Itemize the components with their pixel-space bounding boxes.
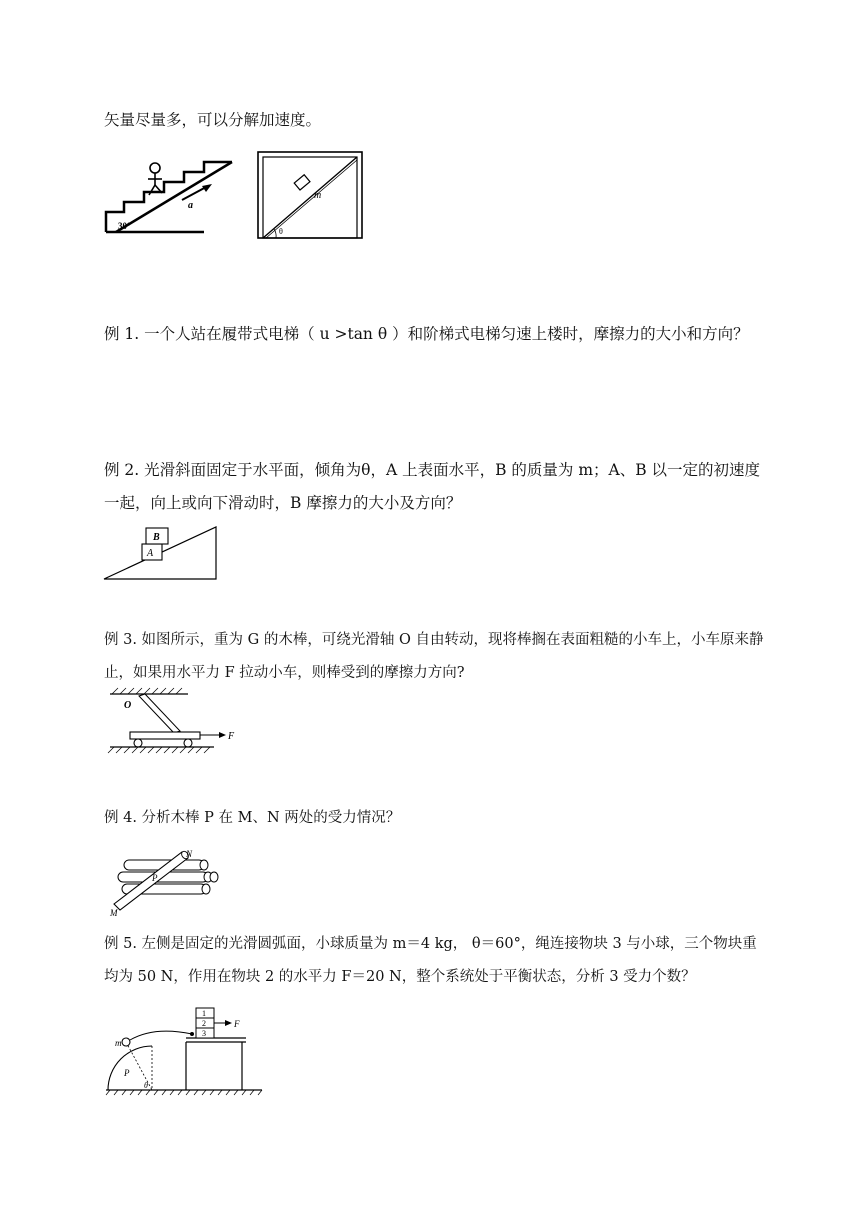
block-3-label: 3 [202, 1029, 206, 1038]
label-b: B [153, 532, 160, 543]
incline-box-figure [256, 150, 364, 240]
pivot-label: O [124, 700, 132, 711]
force-label: F [228, 731, 235, 742]
example-5-text: 例 5. 左侧是固定的光滑圆弧面，小球质量为 m＝4 kg， θ＝60°，绳连接物块 3 与小球，三个物块重均为 50 N，作用在物块 2 的水平力 F＝20 N，整个系统处于平衡状态，分析 3 受力个数？ [104, 936, 757, 985]
ball-m-label: m [115, 1038, 122, 1048]
arc-p-label: P [124, 1068, 130, 1078]
arc-blocks-figure [104, 1006, 264, 1096]
incline-ab-figure [102, 524, 220, 582]
label-m: M [110, 908, 118, 918]
accel-label: a [188, 200, 193, 211]
stair-escalator-figure [104, 158, 234, 236]
block-1-label: 1 [202, 1009, 206, 1018]
theta-label: θ [144, 1081, 148, 1090]
block-2-label: 2 [202, 1019, 206, 1028]
angle-label: 30° [118, 221, 131, 231]
example-2-text: 例 2. 光滑斜面固定于水平面，倾角为θ，A 上表面水平，B 的质量为 m；A、B 以一定的初速度一起，向上或向下滑动时，B 摩擦力的大小及方向？ [104, 461, 761, 512]
theta-label: θ [279, 227, 283, 236]
intro-text: 矢量尽量多，可以分解加速度。 [104, 111, 322, 129]
label-n: N [186, 849, 193, 859]
label-a: A [147, 548, 154, 559]
example-1-text: 例 1. 一个人站在履带式电梯（ u >tan θ ）和阶梯式电梯匀速上楼时，摩擦力的大小和方向？ [104, 325, 749, 343]
logs-figure [104, 846, 220, 918]
example-4-text: 例 4. 分析木棒 P 在 M、N 两处的受力情况？ [104, 810, 401, 826]
example-3-text: 例 3. 如图所示，重为 G 的木棒，可绕光滑轴 O 自由转动，现将棒搁在表面粗糙的小车上，小车原来静止，如果用水平力 F 拉动小车，则棒受到的摩擦力方向? [104, 632, 764, 681]
label-p: P [152, 873, 158, 883]
mass-label: m [314, 190, 322, 201]
rod-cart-figure [104, 686, 244, 758]
force-f-label: F [234, 1019, 240, 1029]
